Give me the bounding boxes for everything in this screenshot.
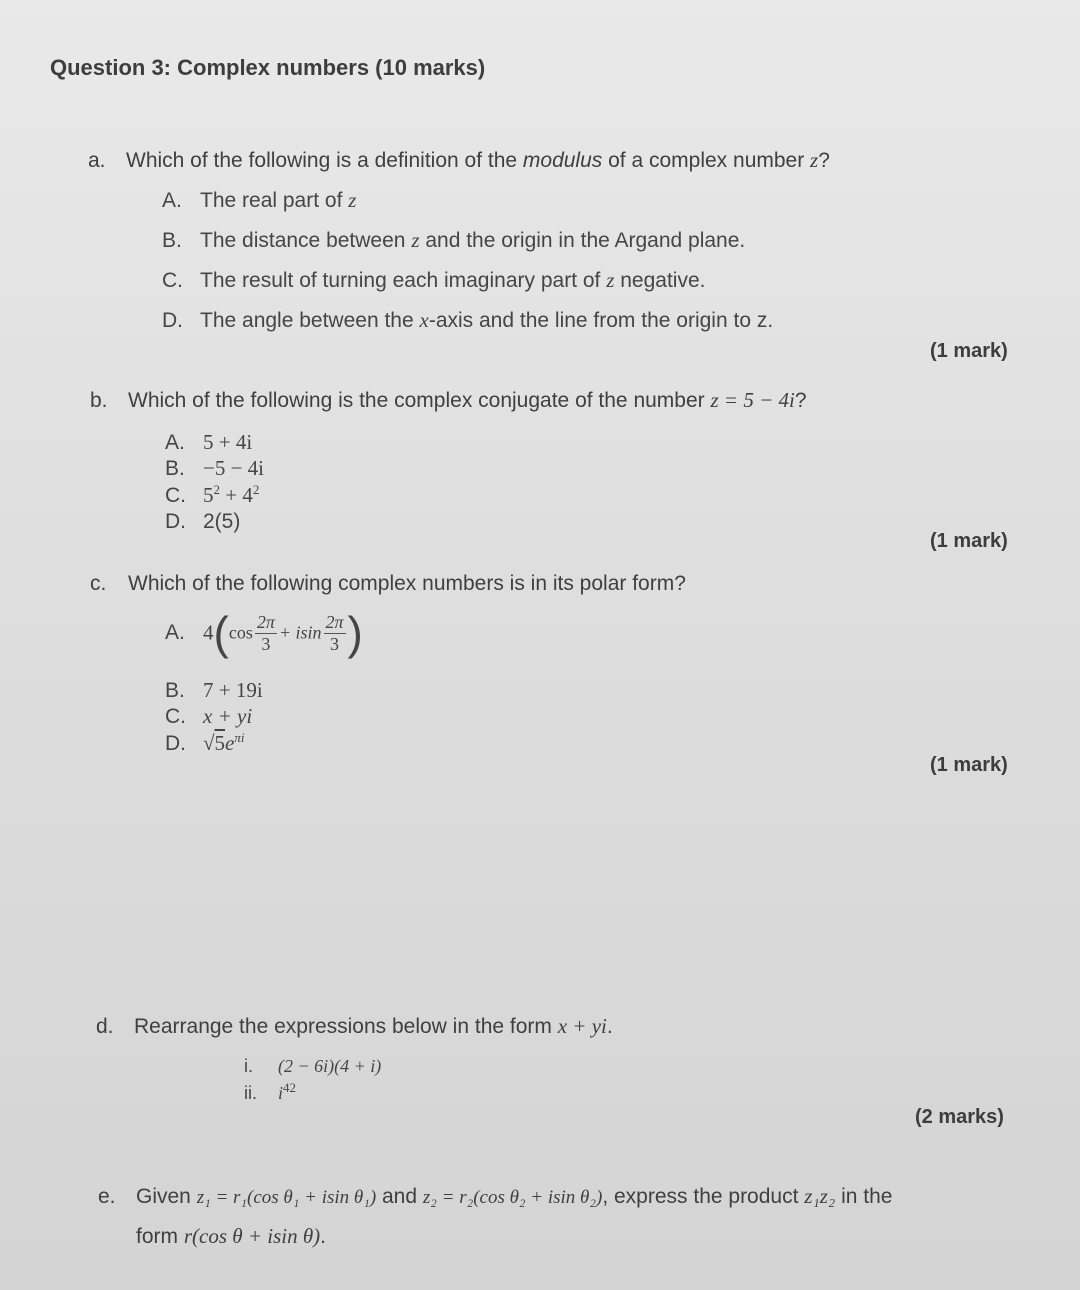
question-a-text-2: of a complex number: [602, 149, 811, 172]
item-number: ii.: [244, 1083, 257, 1103]
question-a: [88, 148, 830, 173]
question-e-form: form: [136, 1225, 184, 1248]
question-a-end: ?: [818, 149, 830, 172]
question-d-label: d.: [96, 1015, 114, 1038]
option-letter: D.: [165, 510, 186, 533]
numerator: 2π: [325, 611, 344, 632]
option-text: The angle between the: [200, 309, 420, 332]
z2-math: z₂ = r₂(cos θ₂ + isin θ₂): [422, 1187, 603, 1208]
option-b-C: [165, 482, 259, 508]
option-tail: negative.: [614, 269, 706, 292]
form-math: r(cos θ + isin θ): [183, 1224, 321, 1248]
option-letter: A.: [162, 189, 182, 212]
question-a-var: z: [810, 148, 819, 172]
question-b: [90, 388, 807, 413]
page-title: Question 3: Complex numbers (10 marks): [50, 55, 486, 80]
question-e-text: Given: [136, 1185, 197, 1208]
option-c-C: [165, 704, 252, 729]
radicand: 5: [214, 731, 226, 755]
option-tail: and the origin in the Argand plane.: [419, 229, 746, 252]
question-e: [98, 1184, 1058, 1209]
option-letter: A.: [165, 431, 185, 454]
item-d-i: [244, 1056, 381, 1077]
option-letter: D.: [165, 732, 186, 755]
question-e-line2: [136, 1224, 326, 1249]
option-var: z: [606, 268, 615, 292]
question-d: [96, 1014, 613, 1039]
option-letter: B.: [165, 457, 185, 480]
denominator: 3: [330, 633, 340, 654]
item-d-ii: [244, 1080, 296, 1104]
question-c-text: Which of the following complex numbers is in its polar form?: [128, 572, 686, 595]
question-d-math: x + yi: [557, 1014, 607, 1038]
option-var: z: [411, 228, 420, 252]
numerator: 2π: [256, 611, 275, 632]
question-d-end: .: [606, 1015, 613, 1038]
option-tail: -axis and the line from the origin to z.: [428, 309, 774, 332]
question-e-label: e.: [98, 1185, 116, 1208]
option-var: z: [348, 188, 357, 212]
option-math: 7 + 19i: [203, 678, 263, 702]
exponent: 2: [252, 482, 260, 497]
sqrt-icon: √: [203, 731, 215, 755]
option-math: [203, 731, 244, 755]
fraction-2: [324, 612, 346, 655]
option-c-B: [165, 678, 263, 703]
question-b-label: b.: [90, 389, 108, 412]
left-paren-icon: (: [213, 607, 229, 659]
plus-isin: + isin: [278, 622, 322, 643]
mark-b: (1 mark): [930, 530, 1008, 552]
option-letter: B.: [162, 229, 182, 252]
exponent: 2: [213, 482, 220, 497]
option-a-A: [162, 188, 356, 213]
base: i: [278, 1083, 284, 1103]
right-paren-icon: ): [347, 607, 363, 659]
option-a-D: [162, 308, 773, 333]
middle: + 4: [220, 483, 253, 507]
option-math: 2(5): [203, 510, 241, 533]
base: 5: [203, 483, 214, 507]
mark-c: (1 mark): [930, 754, 1008, 776]
option-text: The result of turning each imaginary part of: [200, 269, 607, 292]
option-c-D: [165, 730, 244, 756]
option-letter: A.: [165, 621, 185, 644]
question-b-text: Which of the following is the complex conjugate of the number: [128, 389, 711, 412]
product-math: z₁z₂: [804, 1184, 836, 1208]
question-e-end: .: [320, 1225, 326, 1248]
question-c-label: c.: [90, 572, 107, 595]
question-e-and: and: [376, 1185, 423, 1208]
denominator: 3: [261, 633, 271, 654]
question-a-text: Which of the following is a definition of the: [126, 149, 523, 172]
exponent: 42: [283, 1080, 297, 1095]
option-a-C: [162, 268, 705, 293]
mark-a: (1 mark): [930, 340, 1008, 362]
option-text: The real part of: [200, 189, 349, 212]
option-a-B: [162, 228, 745, 253]
question-a-emphasis: modulus: [522, 149, 603, 172]
exponent: πi: [234, 730, 245, 745]
option-math: 5 + 4i: [203, 430, 253, 454]
option-var: x: [419, 308, 429, 332]
option-letter: C.: [165, 705, 186, 728]
question-d-text: Rearrange the expressions below in the form: [134, 1015, 558, 1038]
option-b-A: [165, 430, 252, 455]
question-e-in-the: in the: [835, 1185, 893, 1208]
option-c-A: [165, 607, 363, 659]
option-letter: D.: [162, 309, 183, 332]
mark-d: (2 marks): [915, 1106, 1004, 1128]
option-letter: C.: [162, 269, 183, 292]
question-a-label: a.: [88, 149, 106, 172]
base-e: e: [225, 731, 235, 755]
option-letter: B.: [165, 679, 185, 702]
option-math: −5 − 4i: [203, 456, 265, 480]
fraction-1: [255, 612, 277, 655]
option-math: [203, 483, 259, 507]
question-e-express: , express the product: [602, 1185, 805, 1208]
item-math: (2 − 6i)(4 + i): [278, 1056, 382, 1076]
question-c: [90, 572, 686, 596]
option-b-D: [165, 510, 240, 534]
item-number: i.: [244, 1056, 253, 1076]
question-b-end: ?: [794, 389, 807, 412]
question-b-math: z = 5 − 4i: [710, 388, 795, 412]
option-text: The distance between: [200, 229, 412, 252]
coefficient: 4: [203, 620, 214, 645]
z1-math: z₁ = r₁(cos θ₁ + isin θ₁): [196, 1187, 377, 1208]
option-letter: C.: [165, 484, 186, 507]
option-b-B: [165, 456, 264, 481]
cos-label: cos: [228, 622, 253, 643]
option-math: x + yi: [203, 704, 253, 728]
